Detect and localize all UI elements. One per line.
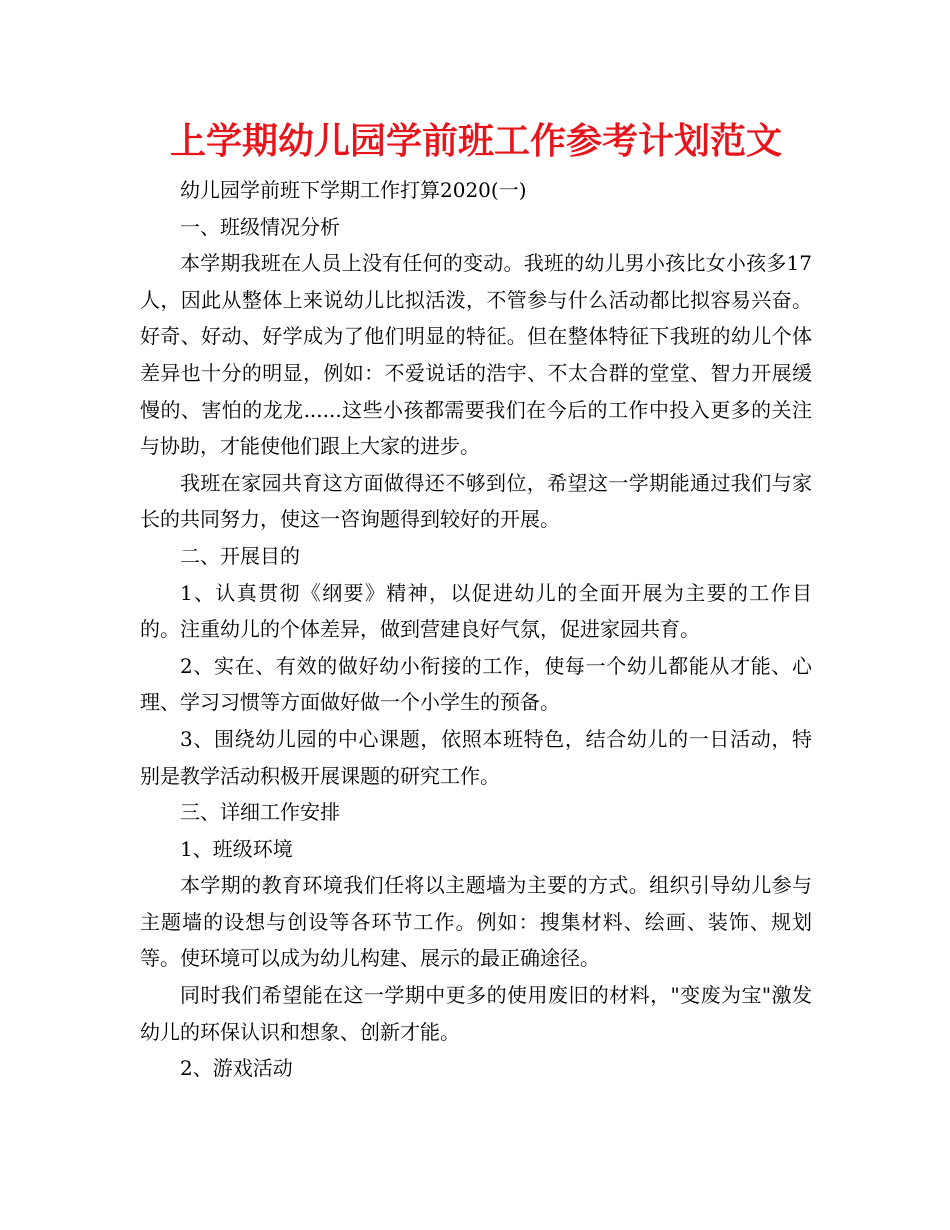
- paragraph: 本学期我班在人员上没有任何的变动。我班的幼儿男小孩比女小孩多17人，因此从整体上来说幼儿比拟活泼，不管参与什么活动都比拟容易兴奋。好奇、好动、好学成为了他们明显的特征。但在整体特征下我班的幼儿个体差异也十分的明显，例如：不爱说话的浩宇、不太合群的堂堂、智力开展缓慢的、害怕的龙龙......这些小孩都需要我们在今后的工作中投入更多的关注与协助，才能使他们跟上大家的进步。: [140, 251, 812, 459]
- paragraph: 三、详细工作安排: [180, 800, 340, 825]
- paragraph: 我班在家园共育这方面做得还不够到位，希望这一学期能通过我们与家长的共同努力，使这一咨询题得到较好的开展。: [140, 470, 812, 532]
- paragraph: 幼儿园学前班下学期工作打算2020(一): [180, 178, 527, 202]
- document-title: 上学期幼儿园学前班工作参考计划范文: [169, 121, 782, 162]
- paragraph: 二、开展目的: [180, 543, 300, 568]
- paragraph: 3、围绕幼儿园的中心课题，依照本班特色，结合幼儿的一日活动，特别是教学活动积极开展课题的研究工作。: [140, 726, 812, 788]
- paragraph: 本学期的教育环境我们任将以主题墙为主要的方式。组织引导幼儿参与主题墙的设想与创设等各环节工作。例如：搜集材料、绘画、装饰、规划等。使环境可以成为幼儿构建、展示的最正确途径。: [140, 873, 812, 971]
- document-page: [140, 112, 812, 1087]
- paragraph: 同时我们希望能在这一学期中更多的使用废旧的材料，"变废为宝"激发幼儿的环保认识和想象、创新才能。: [140, 983, 812, 1044]
- paragraph: 2、游戏活动: [180, 1056, 293, 1081]
- paragraph: 2、实在、有效的做好幼小衔接的工作，使每一个幼儿都能从才能、心理、学习习惯等方面做好做一个小学生的预备。: [140, 653, 812, 715]
- paragraph: 1、班级环境: [180, 836, 293, 861]
- paragraph: 一、班级情况分析: [180, 214, 340, 239]
- paragraph: 1、认真贯彻《纲要》精神，以促进幼儿的全面开展为主要的工作目的。注重幼儿的个体差异，做到营建良好气氛，促进家园共育。: [140, 580, 812, 642]
- document-body: [140, 172, 812, 1087]
